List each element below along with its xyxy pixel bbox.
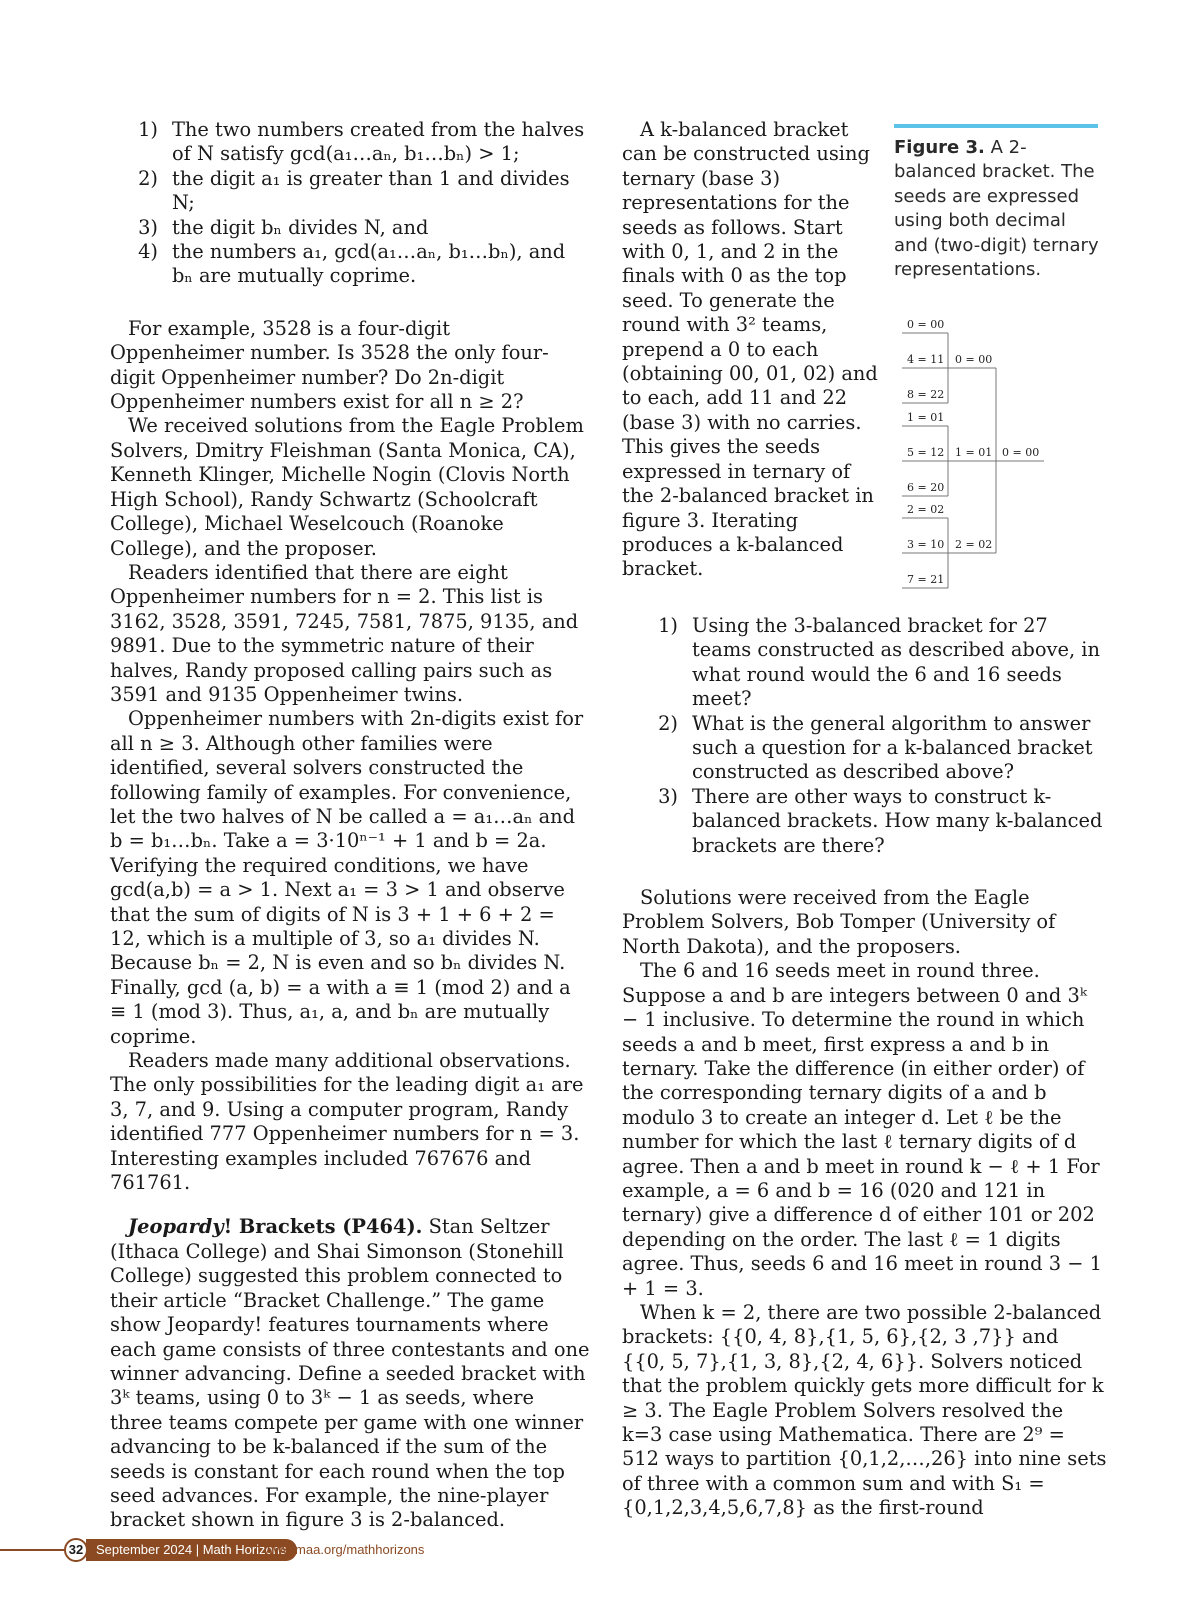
seed-label: 1 = 01 [907,411,945,424]
list-item: 4) the numbers a₁, gcd(a₁…aₙ, b₁…bₙ), and bₙ are mutually coprime. [138,240,566,288]
paragraph: Solutions were received from the Eagle Problem Solvers, Bob Tomper (University of North Dakota), and the proposers. [622,886,1056,958]
conditions-list [130,118,590,289]
list-item: 2) What is the general algorithm to answer such a question for a k-balanced bracket constructed as described above? [658,711,1093,784]
list-item: 3) the digit bₙ divides N, and [138,215,429,239]
list-item: 1) Using the 3-balanced bracket for 27 teams constructed as described above, in what round would the 6 and 16 seeds meet? [658,614,1100,711]
seed-label: 3 = 10 [907,538,945,551]
seed-label: 4 = 11 [907,353,945,366]
footer-rule [0,1549,68,1551]
round2-label: 0 = 00 [955,353,993,366]
round2-label: 1 = 01 [955,446,993,459]
website-link[interactable]: www.maa.org/mathhorizons [264,1542,425,1557]
round2-label: 2 = 02 [955,538,993,551]
figure-caption: Figure 3. A 2-balanced bracket. The seeds are expressed using both decimal and (two-digit) ternary representations. [894,137,1099,281]
paragraph: For example, 3528 is a four-digit Oppenheimer number. Is 3528 the only four-digit Oppenheimer number? Do 2n-digit Oppenheimer numbers exist for all n ≥ 2? [110,316,549,414]
paragraph: When k = 2, there are two possible 2-balanced brackets: {{0, 4, 8},{1, 5, 6},{2, 3 ,7}} and {{0, 5, 7},{1, 3, 8},{2, 4, 6}}. Solvers noticed that the problem quickly gets more difficult for k ≥ 3. The Eagle Problem Solvers resolved the k=3 case using Mathematica. There are 2⁹ = 512 ways to partition {0,1,2,…,26} into nine sets of three with a common sum and with S₁ = {0,1,2,3,4,5,6,7,8} as the first-round [622,1300,1107,1520]
paragraph: A k-balanced bracket can be constructed using ternary (base 3) representations for the seeds as follows. Start with 0, 1, and 2 in the finals with 0 as the top seed. To generate the round with 3² teams, prepend a 0 to each (obtaining 00, 01, 02) and to each, add 11 and 22 (base 3) with no carries. This gives the seeds expressed in ternary of the 2-balanced bracket in figure 3. Iterating produces a k-balanced bracket. [622,118,878,581]
left-column [110,118,590,1533]
page-footer [0,1536,600,1566]
figure-rule [894,124,1098,128]
final-label: 0 = 00 [1002,446,1040,459]
paragraph: We received solutions from the Eagle Problem Solvers, Dmitry Fleishman (Santa Monica, CA), Kenneth Klinger, Michelle Nogin (Clovis North High School), Randy Schwartz (Schoolcraft College), Michael Weselcouch (Roanoke College), and the proposer. [110,414,584,560]
publication-label: September 2024 | Math Horizons [86,1539,297,1561]
problem-title: Jeopardy! Brackets (P464). [128,1215,423,1239]
problem-p464: Jeopardy! Brackets (P464). Stan Seltzer (Ithaca College) and Shai Simonson (Stonehill College) suggested this problem connected to their article “Bracket Challenge.” The game show Jeopardy! features tournaments where each game consists of three contestants and one winner advancing. Define a seeded bracket with 3ᵏ teams, using 0 to 3ᵏ − 1 as seeds, where three teams compete per game with one winner advancing to be k-balanced if the sum of the seeds is constant for each round when the top seed advances. For example, the nine-player bracket shown in figure 3 is 2-balanced. [110,1215,590,1532]
page-number: 32 [64,1538,88,1562]
paragraph: Oppenheimer numbers with 2n-digits exist for all n ≥ 3. Although other families were identified, several solvers constructed the following family of examples. For convenience, let the two halves of N be called a = a₁…aₙ and b = b₁…bₙ. Take a = 3·10ⁿ⁻¹ + 1 and b = 2a. Verifying the required conditions, we have gcd(a,b) = a > 1. Next a₁ = 3 > 1 and observe that the sum of digits of N is 3 + 1 + 6 + 2 = 12, which is a multiple of 3, so a₁ divides N. Because bₙ = 2, N is even and so bₙ divides N. Finally, gcd (a, b) = a with a ≡ 1 (mod 2) and a ≡ 1 (mod 3). Thus, a₁, a, and bₙ are mutually coprime. [110,707,584,1048]
paragraph: The 6 and 16 seeds meet in round three. Suppose a and b are integers between 0 and 3ᵏ − 1 inclusive. To determine the round in which seeds a and b meet, first express a and b in ternary. Take the difference (in either order) of the corresponding ternary digits of a and b modulo 3 to create an integer d. Let ℓ be the number for which the last ℓ ternary digits of d agree. Then a and b meet in round k − ℓ + 1 For example, a = 6 and b = 16 (020 and 121 in ternary) give a difference d of either 101 or 202 depending on the order. The last ℓ = 1 digits agree. Thus, seeds 6 and 16 meet in round 3 − 1 + 1 = 3. [622,959,1102,1300]
list-item: 3) There are other ways to construct k-balanced brackets. How many k-balanced brackets are there? [658,784,1103,857]
list-item: 2) the digit a₁ is greater than 1 and divides N; [138,166,570,215]
seed-label: 2 = 02 [907,503,945,516]
paragraph: Readers made many additional observations. The only possibilities for the leading digit a₁ are 3, 7, and 9. Using a computer program, Randy identified 777 Oppenheimer numbers for n = 3. Interesting examples included 767676 and 761761. [110,1049,584,1195]
seed-label: 7 = 21 [907,573,945,586]
seed-label: 6 = 20 [907,481,945,494]
list-item: 1) The two numbers created from the halves of N satisfy gcd(a₁…aₙ, b₁…bₙ) > 1; [138,118,585,166]
right-column-intro [622,118,882,582]
seed-label: 5 = 12 [907,446,945,459]
right-column-body [622,614,1107,1521]
seed-label: 0 = 00 [907,318,945,331]
questions-list [650,614,1107,858]
paragraph: Readers identified that there are eight Oppenheimer numbers for n = 2. This list is 3162, 3528, 3591, 7245, 7581, 7875, 9135, and 9891. Due to the symmetric nature of their halves, Randy proposed calling pairs such as 3591 and 9135 Oppenheimer twins. [110,560,579,706]
seed-label: 8 = 22 [907,388,945,401]
